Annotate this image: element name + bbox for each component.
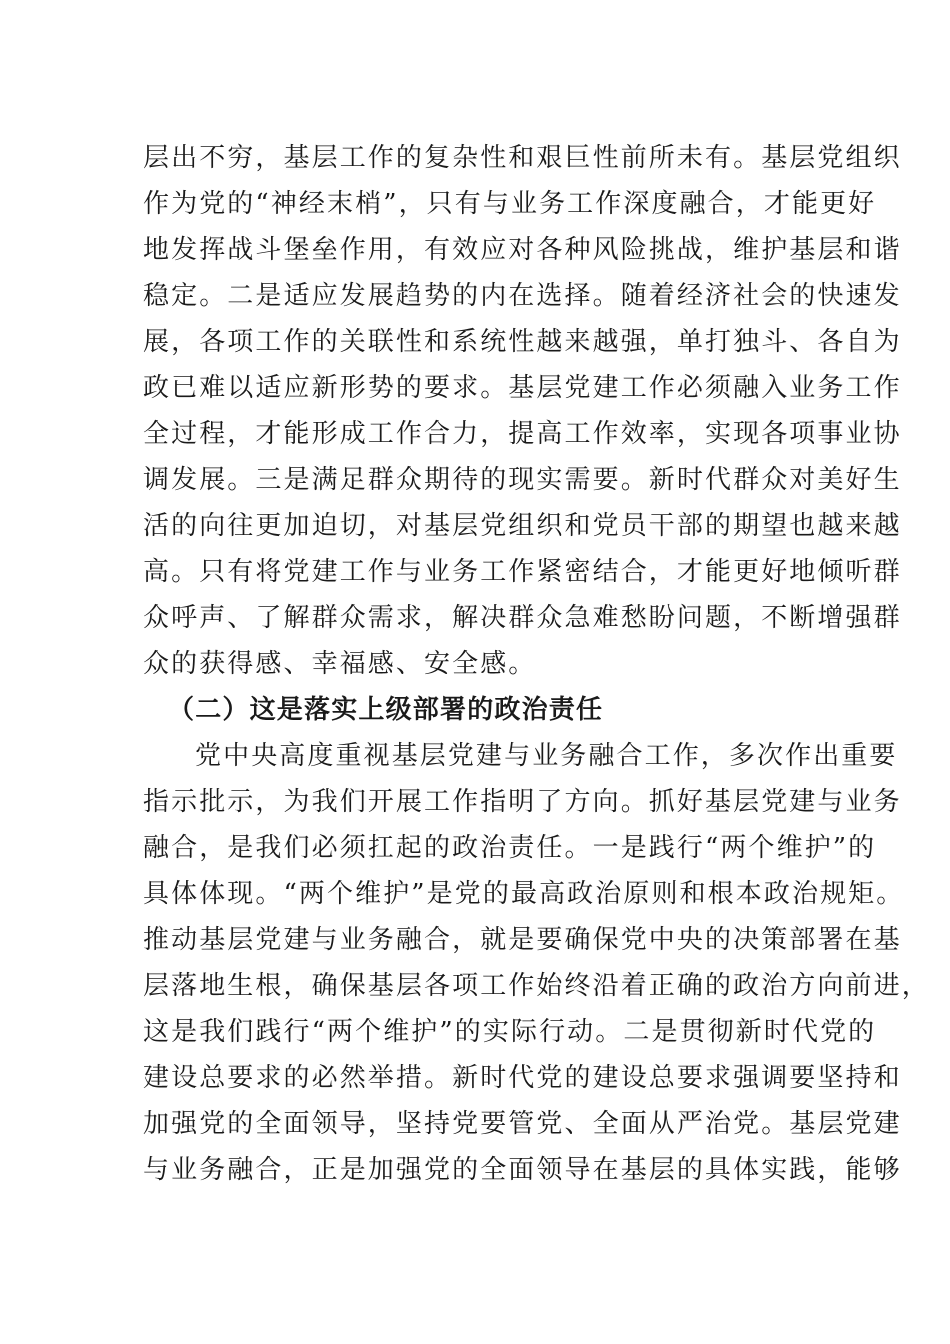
body-text-line: 层落地生根，确保基层各项工作始终沿着正确的政治方向前进，	[143, 971, 930, 1001]
body-text-line: 融合，是我们必须扛起的政治责任。一是践行“两个维护”的	[143, 833, 877, 863]
body-text-line: 高。只有将党建工作与业务工作紧密结合，才能更好地倾听群	[143, 557, 902, 587]
body-text-line: 这是我们践行“两个维护”的实际行动。二是贯彻新时代党的	[143, 1017, 877, 1047]
body-text-line: 与业务融合，正是加强党的全面领导在基层的具体实践，能够	[143, 1155, 902, 1185]
section-heading: （二）这是落实上级部署的政治责任	[168, 695, 604, 725]
body-text-line: 活的向往更加迫切，对基层党组织和党员干部的期望也越来越	[143, 511, 902, 541]
body-text-line: 展，各项工作的关联性和系统性越来越强，单打独斗、各自为	[143, 327, 902, 357]
body-text-line: 具体体现。“两个维护”是党的最高政治原则和根本政治规矩。	[143, 879, 905, 909]
body-text-line: 推动基层党建与业务融合，就是要确保党中央的决策部署在基	[143, 925, 902, 955]
body-text-line: 众呼声、了解群众需求，解决群众急难愁盼问题，不断增强群	[143, 603, 902, 633]
body-text-line: 地发挥战斗堡垒作用，有效应对各种风险挑战，维护基层和谐	[143, 235, 902, 265]
body-text-line: 众的获得感、幸福感、安全感。	[143, 649, 537, 679]
body-text-line: 政已难以适应新形势的要求。基层党建工作必须融入业务工作	[143, 373, 902, 403]
body-text-line: 层出不穷，基层工作的复杂性和艰巨性前所未有。基层党组织	[143, 143, 902, 173]
body-text-line: 作为党的“神经末梢”，只有与业务工作深度融合，才能更好	[143, 189, 877, 219]
paragraph-first-line: 党中央高度重视基层党建与业务融合工作，多次作出重要	[195, 741, 898, 771]
body-text-line: 全过程，才能形成工作合力，提高工作效率，实现各项事业协	[143, 419, 902, 449]
body-text-line: 稳定。二是适应发展趋势的内在选择。随着经济社会的快速发	[143, 281, 902, 311]
body-text-line: 加强党的全面领导，坚持党要管党、全面从严治党。基层党建	[143, 1109, 902, 1139]
body-text-line: 建设总要求的必然举措。新时代党的建设总要求强调要坚持和	[143, 1063, 902, 1093]
body-text-line: 指示批示，为我们开展工作指明了方向。抓好基层党建与业务	[143, 787, 902, 817]
body-text-line: 调发展。三是满足群众期待的现实需要。新时代群众对美好生	[143, 465, 902, 495]
